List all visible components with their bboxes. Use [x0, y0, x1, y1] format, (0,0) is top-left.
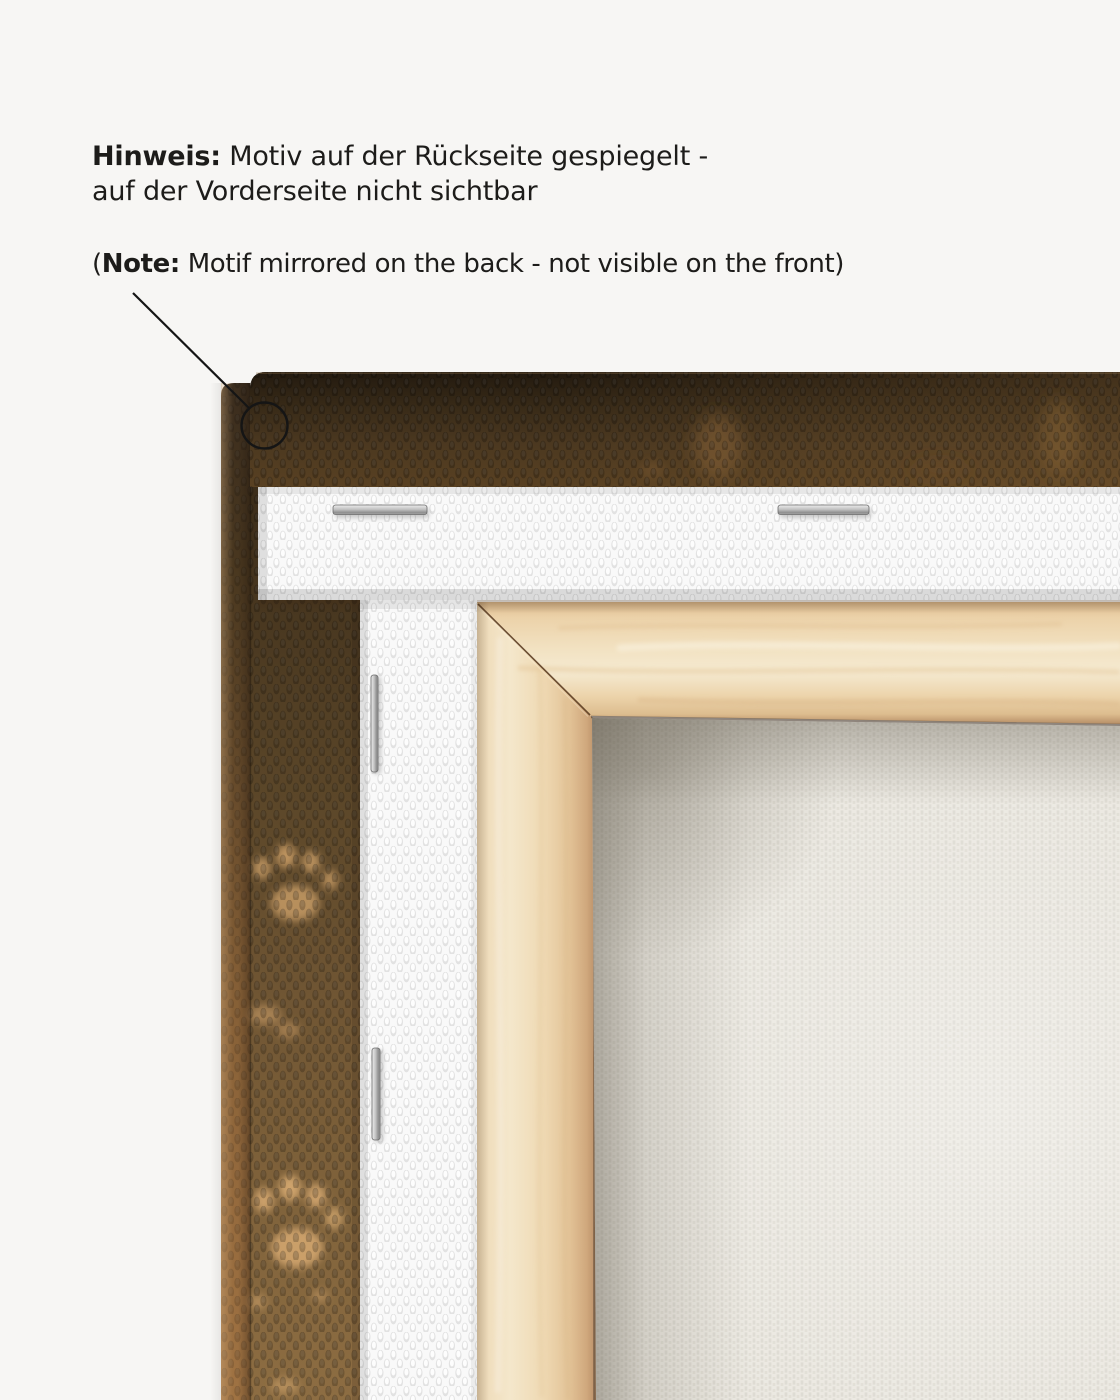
- note-english-rest: Motif mirrored on the back - not visible on the front): [179, 249, 845, 279]
- canvas-back-fold-top: [258, 487, 1120, 600]
- staple-top-left: [333, 505, 429, 518]
- note-german-line1: Motiv auf der Rückseite gespiegelt -: [220, 141, 709, 172]
- canvas-side-edge: [221, 383, 250, 1400]
- canvas-mirrored-motif-top: [250, 372, 1120, 487]
- staple-top-right: [778, 505, 871, 518]
- stretcher-bar-left: [477, 602, 596, 1400]
- canvas-back-inner: [592, 718, 1120, 1400]
- note-german-line2: auf der Vorderseite nicht sichtbar: [92, 176, 538, 207]
- note-english-paren: (: [92, 249, 102, 279]
- cast-shadow: [210, 383, 222, 1400]
- note-german-label: Hinweis:: [92, 141, 221, 172]
- staple-left-upper: [371, 675, 381, 774]
- note-german: [92, 139, 708, 209]
- note-english-label: Note:: [101, 249, 180, 279]
- staple-left-lower: [372, 1048, 383, 1142]
- note-english: [92, 248, 844, 280]
- fold-shadow-left: [477, 602, 489, 1400]
- canvas-back-fold-left: [360, 600, 477, 1400]
